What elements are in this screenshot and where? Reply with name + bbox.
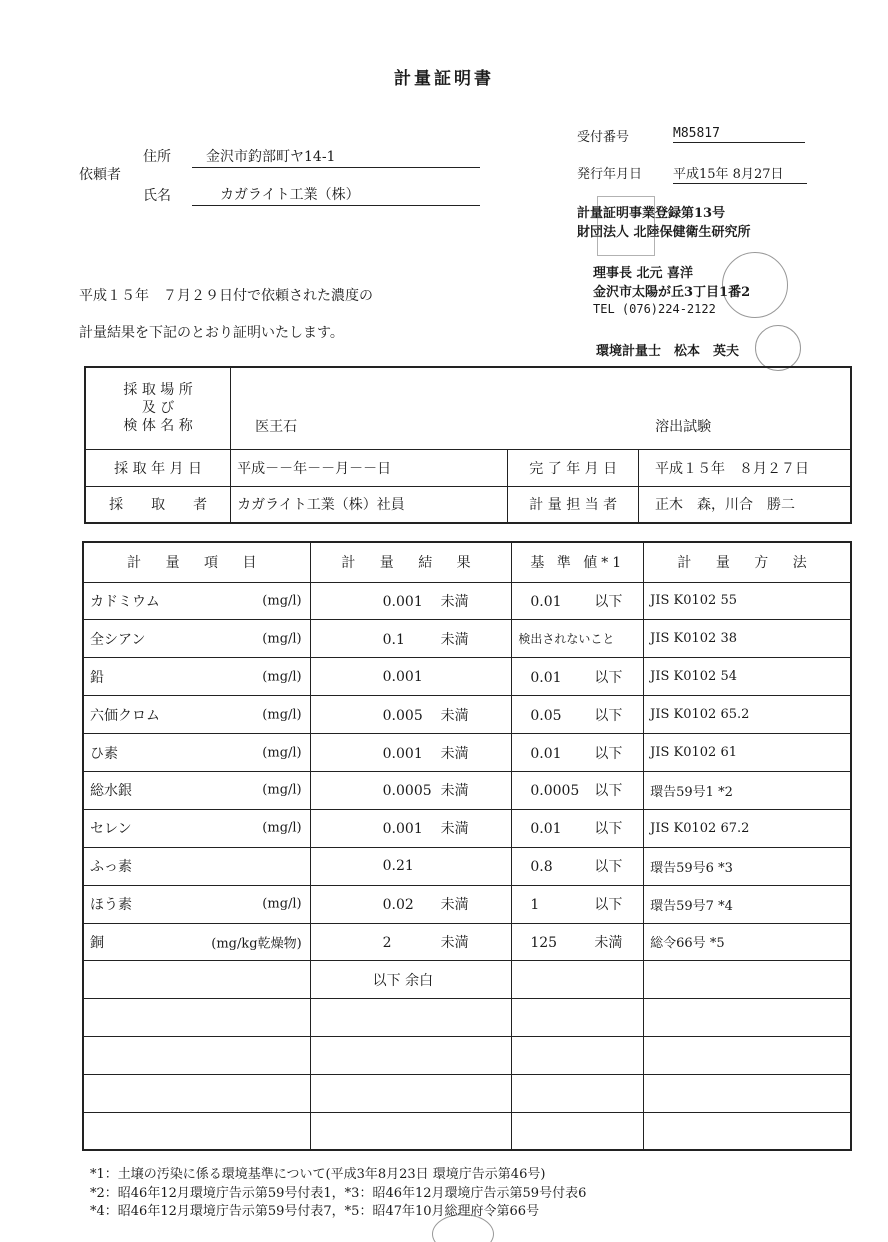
issuer-tel: TEL (076)224-2122 (593, 302, 716, 316)
registration-number: 計量証明事業登録第13号 (577, 206, 726, 221)
item-cell (83, 582, 310, 620)
sample-date: 平成－－年－－月－－日 (231, 449, 508, 486)
standard-value: 0.01 (530, 745, 562, 762)
issue-date-label: 発行年月日 (577, 167, 643, 182)
item-unit: (mg/l) (262, 593, 302, 609)
receipt-number: M85817 (673, 126, 805, 143)
standard-cell (512, 620, 644, 658)
intro-line-2: 計量結果を下記のとおり証明いたします。 (79, 325, 344, 341)
remainder-text: 以下 余白 (310, 961, 512, 999)
sample-name-label: 採 取 場 所 及 び 検 体 名 称 (85, 367, 231, 449)
header-method: 計 量 方 法 (644, 542, 851, 582)
sample-name: 医王石 (255, 419, 298, 435)
result-value: 0.001 (382, 668, 423, 685)
officer-name: 環境計量士 松本 英夫 (596, 344, 740, 359)
client-label: 依頼者 (79, 167, 121, 183)
result-qualifier: 未満 (440, 707, 469, 724)
method-cell: 環告59号1 *2 (644, 771, 851, 809)
standard-value: 0.05 (530, 707, 562, 724)
result-qualifier: 未満 (440, 593, 469, 610)
date-row (85, 449, 851, 486)
method-cell: 総令66号 *5 (644, 923, 851, 961)
blank-row (83, 1075, 851, 1113)
item-cell (83, 809, 310, 847)
standard-cell (512, 885, 644, 923)
standard-qualifier: 以下 (594, 593, 623, 610)
intro-line-1: 平成１５年 ７月２９日付で依頼された濃度の (79, 288, 373, 304)
sample-name-row (85, 367, 851, 449)
standard-qualifier: 未満 (594, 934, 623, 951)
result-value: 0.0005 (382, 783, 432, 800)
sampler: カガライト工業（株）社員 (231, 486, 508, 523)
standard-value: 0.8 (530, 859, 553, 876)
standard-value: 1 (530, 897, 540, 914)
results-table (82, 541, 852, 1151)
item-name: ふっ素 (90, 859, 132, 876)
method-cell: JIS K0102 65.2 (644, 696, 851, 734)
sample-info-table (84, 366, 852, 524)
item-unit: (mg/l) (262, 820, 302, 836)
result-cell (310, 923, 512, 961)
result-row (83, 809, 851, 847)
result-row (83, 620, 851, 658)
standard-value: 125 (530, 934, 558, 951)
result-value: 2 (382, 934, 392, 951)
footnote-2: *2：昭46年12月環境庁告示第59号付表1，*3：昭46年12月環境庁告示第59号付表6 (90, 1186, 587, 1201)
standard-qualifier: 以下 (594, 783, 623, 800)
standard-cell (512, 734, 644, 772)
result-value: 0.001 (382, 745, 423, 762)
item-cell (83, 658, 310, 696)
issuer-organization: 財団法人 北陸保健衛生研究所 (577, 225, 751, 240)
result-row (83, 658, 851, 696)
standard-cell (512, 923, 644, 961)
sampler-row (85, 486, 851, 523)
standard-value: 0.01 (530, 593, 562, 610)
method-cell: 環告59号6 *3 (644, 847, 851, 885)
standard-qualifier: 以下 (594, 745, 623, 762)
result-row (83, 923, 851, 961)
blank-row (83, 999, 851, 1037)
item-unit: (mg/kg乾燥物) (211, 936, 302, 952)
document-title: 計量証明書 (394, 69, 494, 89)
result-row (83, 771, 851, 809)
item-cell (83, 923, 310, 961)
method-cell: JIS K0102 55 (644, 582, 851, 620)
footnote-3: *4：昭46年12月環境庁告示第59号付表7，*5：昭47年10月総理府令第66号 (90, 1204, 540, 1219)
result-value: 0.001 (382, 593, 423, 610)
standard-qualifier: 以下 (594, 859, 623, 876)
blank-row (83, 1112, 851, 1150)
result-cell (310, 696, 512, 734)
address-label: 住所 (143, 149, 171, 165)
standard-cell (512, 847, 644, 885)
footnote-1: *1：土壌の汚染に係る環境基準について(平成3年8月23日 環境庁告示第46号) (90, 1167, 546, 1182)
header-result: 計 量 結 果 (310, 542, 512, 582)
issuer-director: 理事長 北元 喜洋 (593, 266, 694, 281)
results-header-row (83, 542, 851, 582)
result-qualifier: 未満 (440, 631, 469, 648)
result-qualifier: 未満 (440, 745, 469, 762)
result-qualifier: 未満 (440, 897, 469, 914)
analyst-label: 計 量 担 当 者 (508, 486, 639, 523)
blank-row (83, 1037, 851, 1075)
client-address: 金沢市釣部町ヤ14-1 (192, 146, 480, 168)
issue-date: 平成15年 8月27日 (673, 163, 807, 184)
method-cell: 環告59号7 *4 (644, 885, 851, 923)
standard-cell (512, 809, 644, 847)
sample-name-cell (231, 367, 851, 449)
item-unit: (mg/l) (262, 745, 302, 760)
item-cell (83, 734, 310, 772)
standard-cell (512, 658, 644, 696)
receipt-number-label: 受付番号 (577, 130, 630, 145)
officer-seal (755, 325, 801, 371)
result-value: 0.02 (382, 897, 414, 914)
item-name: セレン (90, 821, 132, 838)
issuer-address: 金沢市太陽が丘3丁目1番2 (593, 285, 751, 300)
client-name: カガライト工業（株） (192, 184, 480, 206)
result-cell (310, 734, 512, 772)
item-name: カドミウム (90, 593, 160, 610)
standard-value: 0.01 (530, 821, 562, 838)
header-standard: 基 準 値*1 (512, 542, 644, 582)
standard-cell (512, 696, 644, 734)
item-cell (83, 847, 310, 885)
result-value: 0.21 (382, 858, 414, 875)
item-unit: (mg/l) (262, 669, 302, 685)
method-cell: JIS K0102 38 (644, 620, 851, 658)
remainder-row (83, 961, 851, 999)
item-unit: (mg/l) (262, 896, 302, 912)
standard-value: 0.01 (530, 669, 562, 686)
result-cell (310, 885, 512, 923)
item-unit: (mg/l) (262, 707, 302, 723)
company-stamp (597, 196, 655, 256)
item-name: 銅 (90, 934, 104, 951)
method-cell: JIS K0102 61 (644, 734, 851, 772)
result-row (83, 885, 851, 923)
result-cell (310, 582, 512, 620)
item-cell (83, 696, 310, 734)
header-item: 計 量 項 目 (83, 542, 310, 582)
standard-value: 検出されないこと (518, 632, 615, 647)
result-row (83, 582, 851, 620)
item-cell (83, 771, 310, 809)
result-qualifier: 未満 (440, 783, 469, 800)
result-value: 0.1 (382, 631, 405, 648)
standard-qualifier: 以下 (594, 669, 623, 686)
item-name: 全シアン (90, 631, 146, 648)
standard-qualifier: 以下 (594, 821, 623, 838)
test-type: 溶出試験 (655, 419, 712, 435)
standard-cell (512, 771, 644, 809)
result-row (83, 696, 851, 734)
item-name: 鉛 (90, 669, 104, 686)
result-row (83, 734, 851, 772)
result-row (83, 847, 851, 885)
complete-date: 平成１５年 ８月２７日 (639, 449, 851, 486)
result-value: 0.001 (382, 821, 423, 838)
name-label: 氏名 (143, 188, 171, 204)
standard-qualifier: 以下 (594, 707, 623, 724)
item-cell (83, 885, 310, 923)
result-qualifier: 未満 (440, 821, 469, 838)
standard-qualifier: 以下 (594, 897, 623, 914)
item-name: 六価クロム (90, 707, 160, 724)
item-unit: (mg/l) (262, 631, 302, 647)
complete-date-label: 完 了 年 月 日 (508, 449, 639, 486)
method-cell: JIS K0102 54 (644, 658, 851, 696)
result-cell (310, 847, 512, 885)
item-name: ほう素 (90, 897, 132, 914)
sample-date-label: 採 取 年 月 日 (85, 449, 231, 486)
analyst: 正木 森，川合 勝二 (639, 486, 851, 523)
item-name: 総水銀 (90, 783, 132, 800)
result-cell (310, 771, 512, 809)
standard-value: 0.0005 (530, 783, 580, 800)
result-cell (310, 620, 512, 658)
result-cell (310, 658, 512, 696)
method-cell: JIS K0102 67.2 (644, 809, 851, 847)
standard-cell (512, 582, 644, 620)
item-name: ひ素 (90, 745, 118, 762)
result-value: 0.005 (382, 707, 423, 724)
director-seal (722, 252, 788, 318)
sampler-label: 採 取 者 (85, 486, 231, 523)
item-unit: (mg/l) (262, 782, 302, 798)
result-qualifier: 未満 (440, 934, 469, 951)
item-cell (83, 620, 310, 658)
result-cell (310, 809, 512, 847)
